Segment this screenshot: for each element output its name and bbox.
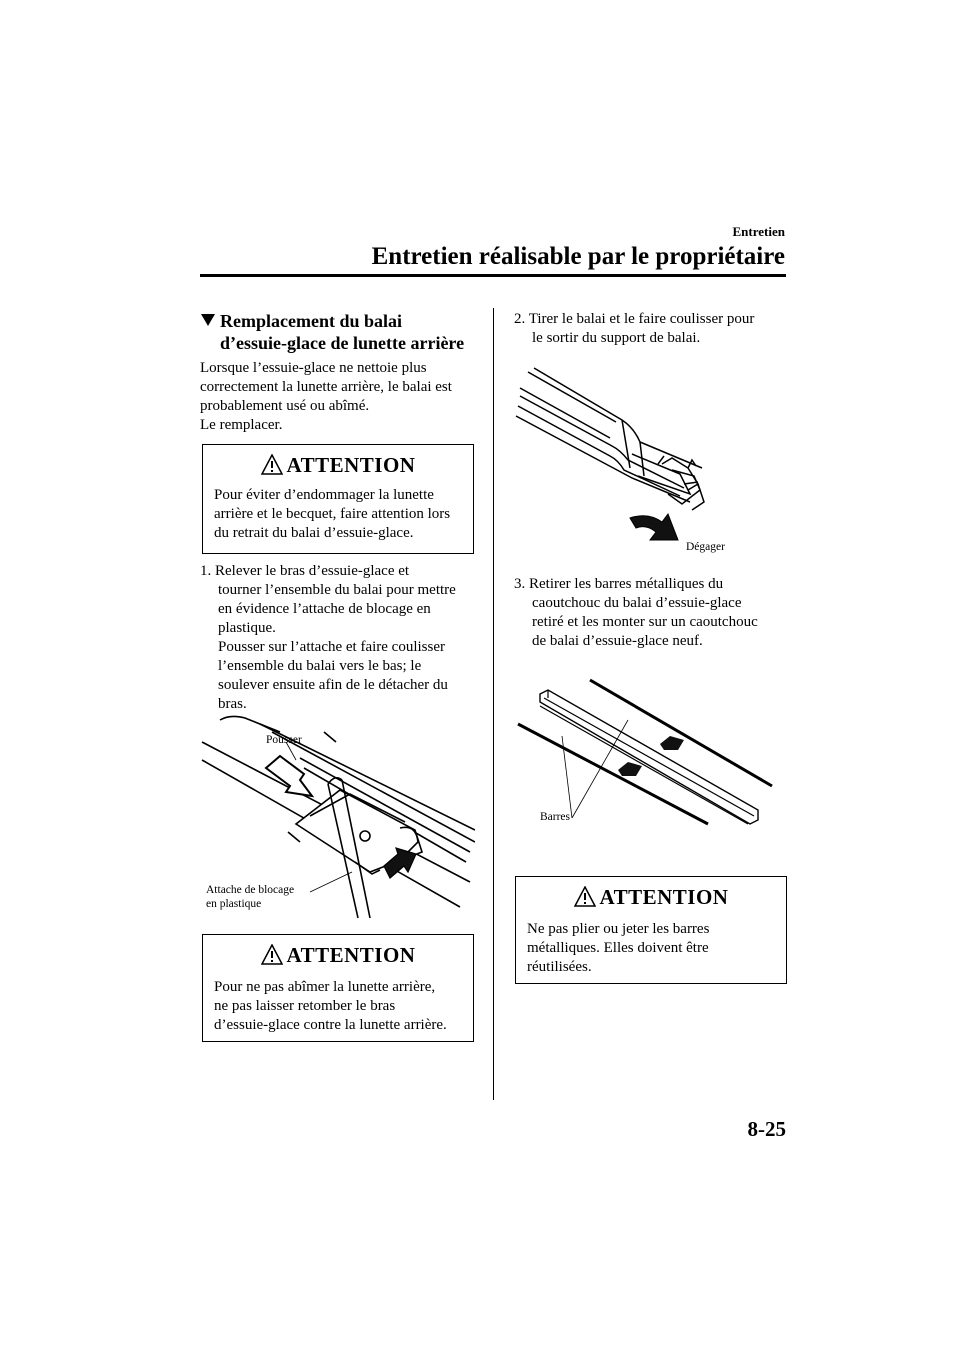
caution-box (515, 876, 787, 984)
section-heading: Remplacement du balai d’essuie-glace de lunette arrière (200, 310, 480, 354)
warning-icon (261, 454, 283, 475)
caution-box (202, 934, 474, 1042)
blade-slide-illustration (512, 360, 742, 558)
caution-text: Pour ne pas abîmer la lunette arrière, ne pas laisser retomber le bras d’essuie-glace contre la lunette arrière. (214, 979, 447, 1033)
intro-paragraph: Lorsque l’essuie-glace ne nettoie plus correctement la lunette arrière, le balai est probablement usé ou abîmé. Le remplacer. (200, 360, 452, 433)
step-2: 2. Tirer le balai et le faire coulisser pour le sortir du support de balai. (514, 311, 755, 346)
label-bars: Barres (540, 811, 571, 823)
caution-title: ATTENTION (599, 885, 729, 909)
section-label: Entretien (732, 224, 785, 239)
caution-text: Pour éviter d’endommager la lunette arrière et le becquet, faire attention lors du retrait du balai d’essuie-glace. (214, 487, 451, 541)
label-release: Dégager (686, 541, 725, 553)
page-title: Entretien réalisable par le propriétaire (371, 243, 785, 270)
label-push: Pousser (266, 734, 302, 746)
caution-title: ATTENTION (286, 943, 416, 967)
header-rule (200, 274, 786, 277)
triangle-down-icon (200, 310, 216, 326)
page-number: 8-25 (747, 1117, 786, 1141)
caution-box (202, 444, 474, 554)
step-3: 3. Retirer les barres métalliques du caoutchouc du balai d’essuie-glace retiré et les monter sur un caoutchouc de balai d’essuie-glace neuf. (514, 576, 758, 649)
caution-text: Ne pas plier ou jeter les barres métalliques. Elles doivent être réutilisées. (527, 921, 710, 975)
column-divider (493, 308, 494, 1100)
warning-icon (261, 944, 283, 965)
label-clip: Attache de blocage en plastique (206, 884, 295, 910)
warning-icon (574, 886, 596, 907)
step-1: 1. Relever le bras d’essuie-glace et tourner l’ensemble du balai pour mettre en évidence l’attache de blocage en plastique. Pousser sur l’attache et faire coulisser l’ensemble du balai vers le bas; le soulever ensuite afin de le détacher du bras. (200, 563, 456, 712)
caution-title: ATTENTION (286, 453, 416, 477)
